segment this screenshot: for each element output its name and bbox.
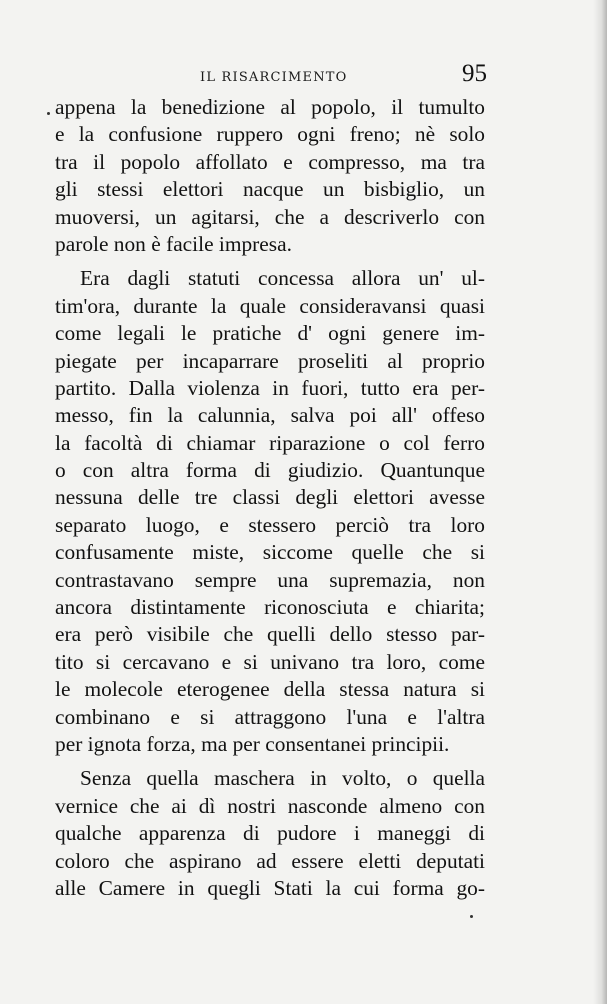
text-line: Era dagli statuti concessa allora un' ul-: [80, 266, 485, 291]
text-line: ancora distintamente riconosciuta e chiarita;: [55, 595, 485, 620]
text-line: Senza quella maschera in volto, o quella: [80, 766, 485, 791]
text-line: contrastavano sempre una supremazia, non: [55, 567, 485, 592]
text-line: muoversi, un agitarsi, che a descriverlo con: [55, 204, 485, 229]
text-line: vernice che ai dì nostri nasconde almeno con: [55, 793, 485, 818]
text-line: qualche apparenza di pudore i maneggi di: [55, 821, 485, 846]
text-line: la facoltà di chiamar riparazione o col ferro: [55, 430, 485, 455]
text-line: partito. Dalla violenza in fuori, tutto era per-: [55, 375, 485, 400]
text-line: combinano e si attraggono l'una e l'altra: [55, 704, 485, 729]
page-header: [200, 60, 500, 90]
text-line: gli stessi elettori nacque un bisbiglio, un: [55, 177, 485, 202]
text-line: e la confusione ruppero ogni freno; nè solo: [55, 122, 485, 147]
text-line: appena la benedizione al popolo, il tumulto: [55, 95, 485, 119]
text-line: era però visibile che quelli dello stesso par-: [55, 622, 485, 647]
ink-speck: [470, 915, 473, 918]
text-line: per ignota forza, ma per consentanei principii.: [55, 731, 450, 756]
text-line: come legali le pratiche d' ogni genere im-: [55, 321, 485, 346]
ink-speck: [47, 112, 50, 115]
text-line: tim'ora, durante la quale consideravansi quasi: [55, 293, 485, 318]
text-line: le molecole eterogenee della stessa natura si: [55, 677, 485, 702]
text-line: tra il popolo affollato e compresso, ma tra: [55, 149, 485, 174]
body-text: [55, 94, 485, 902]
text-line: o con altra forma di giudizio. Quantunque: [55, 458, 485, 483]
text-line: separato luogo, e stessero perciò tra loro: [55, 512, 485, 537]
page-number: 95: [462, 60, 487, 87]
page-edge-shadow: [593, 0, 607, 1004]
text-line: alle Camere in quegli Stati la cui forma go-: [55, 875, 485, 900]
text-line: nessuna delle tre classi degli elettori avesse: [55, 485, 485, 510]
running-title: IL RISARCIMENTO: [200, 70, 348, 85]
text-line: confusamente miste, siccome quelle che si: [55, 540, 485, 565]
text-line: parole non è facile impresa.: [55, 231, 292, 256]
text-line: piegate per incaparrare proseliti al proprio: [55, 348, 485, 373]
text-line: tito si cercavano e si univano tra loro, come: [55, 649, 485, 674]
text-line: messo, fin la calunnia, salva poi all' offeso: [55, 403, 485, 428]
text-line: coloro che aspirano ad essere eletti deputati: [55, 848, 485, 873]
